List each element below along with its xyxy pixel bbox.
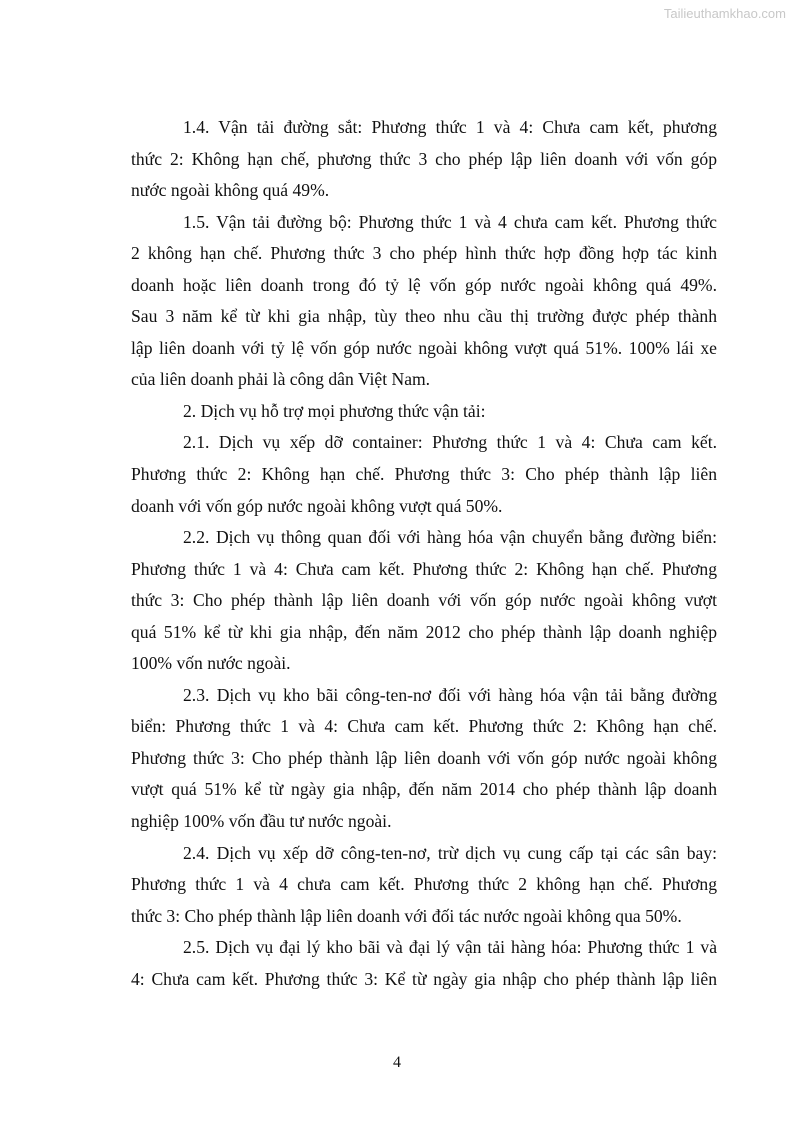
page-number: 4 bbox=[393, 1054, 401, 1071]
paragraph bbox=[131, 525, 717, 683]
paragraph bbox=[131, 399, 717, 431]
paragraph bbox=[131, 430, 717, 525]
text-line: 2. Dịch vụ hỗ trợ mọi phương thức vận tải: bbox=[183, 400, 486, 421]
text-line: 4: Chưa cam kết. Phương thức 3: Kể từ ngày gia nhập cho phép thành lập liên bbox=[131, 968, 717, 989]
text-line: 1.4. Vận tải đường sắt: Phương thức 1 và 4: Chưa cam kết, phương bbox=[183, 117, 717, 137]
text-line: nước ngoài không quá 49%. bbox=[131, 180, 330, 201]
text-line: biển: Phương thức 1 và 4: Chưa cam kết. Phương thức 2: Không hạn chế. bbox=[131, 716, 717, 737]
text-line: Sau 3 năm kể từ khi gia nhập, tùy theo nhu cầu thị trường được phép thành bbox=[131, 306, 717, 327]
text-line: 2.4. Dịch vụ xếp dỡ công-ten-nơ, trừ dịch vụ cung cấp tại các sân bay: bbox=[183, 842, 717, 863]
text-line: doanh hoặc liên doanh trong đó tỷ lệ vốn góp nước ngoài không quá 49%. bbox=[131, 274, 717, 295]
text-line: 2.5. Dịch vụ đại lý kho bãi và đại lý vận tải hàng hóa: Phương thức 1 và bbox=[183, 937, 717, 958]
text-line: 100% vốn nước ngoài. bbox=[131, 653, 291, 674]
text-line: Phương thức 3: Cho phép thành lập liên doanh với vốn góp nước ngoài không bbox=[131, 747, 717, 768]
text-line: 1.5. Vận tải đường bộ: Phương thức 1 và 4 chưa cam kết. Phương thức bbox=[183, 211, 717, 232]
text-line: doanh với vốn góp nước ngoài không vượt quá 50%. bbox=[131, 495, 503, 516]
text-line: Phương thức 1 và 4: Chưa cam kết. Phương thức 2: Không hạn chế. Phương bbox=[131, 558, 717, 579]
paragraph bbox=[131, 841, 717, 936]
text-line: 2.3. Dịch vụ kho bãi công-ten-nơ đối với hàng hóa vận tải bằng đường bbox=[183, 684, 717, 705]
text-line: nghiệp 100% vốn đầu tư nước ngoài. bbox=[131, 811, 392, 832]
watermark: Tailieuthamkhao.com bbox=[663, 6, 786, 21]
text-line: lập liên doanh với tỷ lệ vốn góp nước ngoài không vượt quá 51%. 100% lái xe bbox=[131, 337, 717, 358]
document-body bbox=[131, 115, 717, 998]
paragraph bbox=[131, 115, 717, 210]
paragraph bbox=[131, 935, 717, 998]
paragraph bbox=[131, 210, 717, 399]
text-line: thức 2: Không hạn chế, phương thức 3 cho phép lập liên doanh với vốn góp bbox=[131, 148, 717, 169]
text-line: của liên doanh phải là công dân Việt Nam. bbox=[131, 369, 431, 390]
text-line: Phương thức 2: Không hạn chế. Phương thức 3: Cho phép thành lập liên bbox=[131, 464, 717, 485]
text-line: 2 không hạn chế. Phương thức 3 cho phép hình thức hợp đồng hợp tác kinh bbox=[131, 243, 717, 264]
text-line: vượt quá 51% kể từ ngày gia nhập, đến năm 2014 cho phép thành lập doanh bbox=[131, 779, 717, 800]
paragraph bbox=[131, 683, 717, 841]
text-line: Phương thức 1 và 4 chưa cam kết. Phương thức 2 không hạn chế. Phương bbox=[131, 874, 717, 895]
text-line: thức 3: Cho phép thành lập liên doanh với vốn góp nước ngoài không vượt bbox=[131, 590, 717, 611]
text-line: 2.1. Dịch vụ xếp dỡ container: Phương thức 1 và 4: Chưa cam kết. bbox=[183, 432, 717, 453]
text-line: quá 51% kể từ khi gia nhập, đến năm 2012 cho phép thành lập doanh nghiệp bbox=[131, 621, 717, 642]
text-line: 2.2. Dịch vụ thông quan đối với hàng hóa vận chuyển bằng đường biển: bbox=[183, 527, 717, 548]
text-line: thức 3: Cho phép thành lập liên doanh với đối tác nước ngoài không qua 50%. bbox=[131, 905, 682, 926]
